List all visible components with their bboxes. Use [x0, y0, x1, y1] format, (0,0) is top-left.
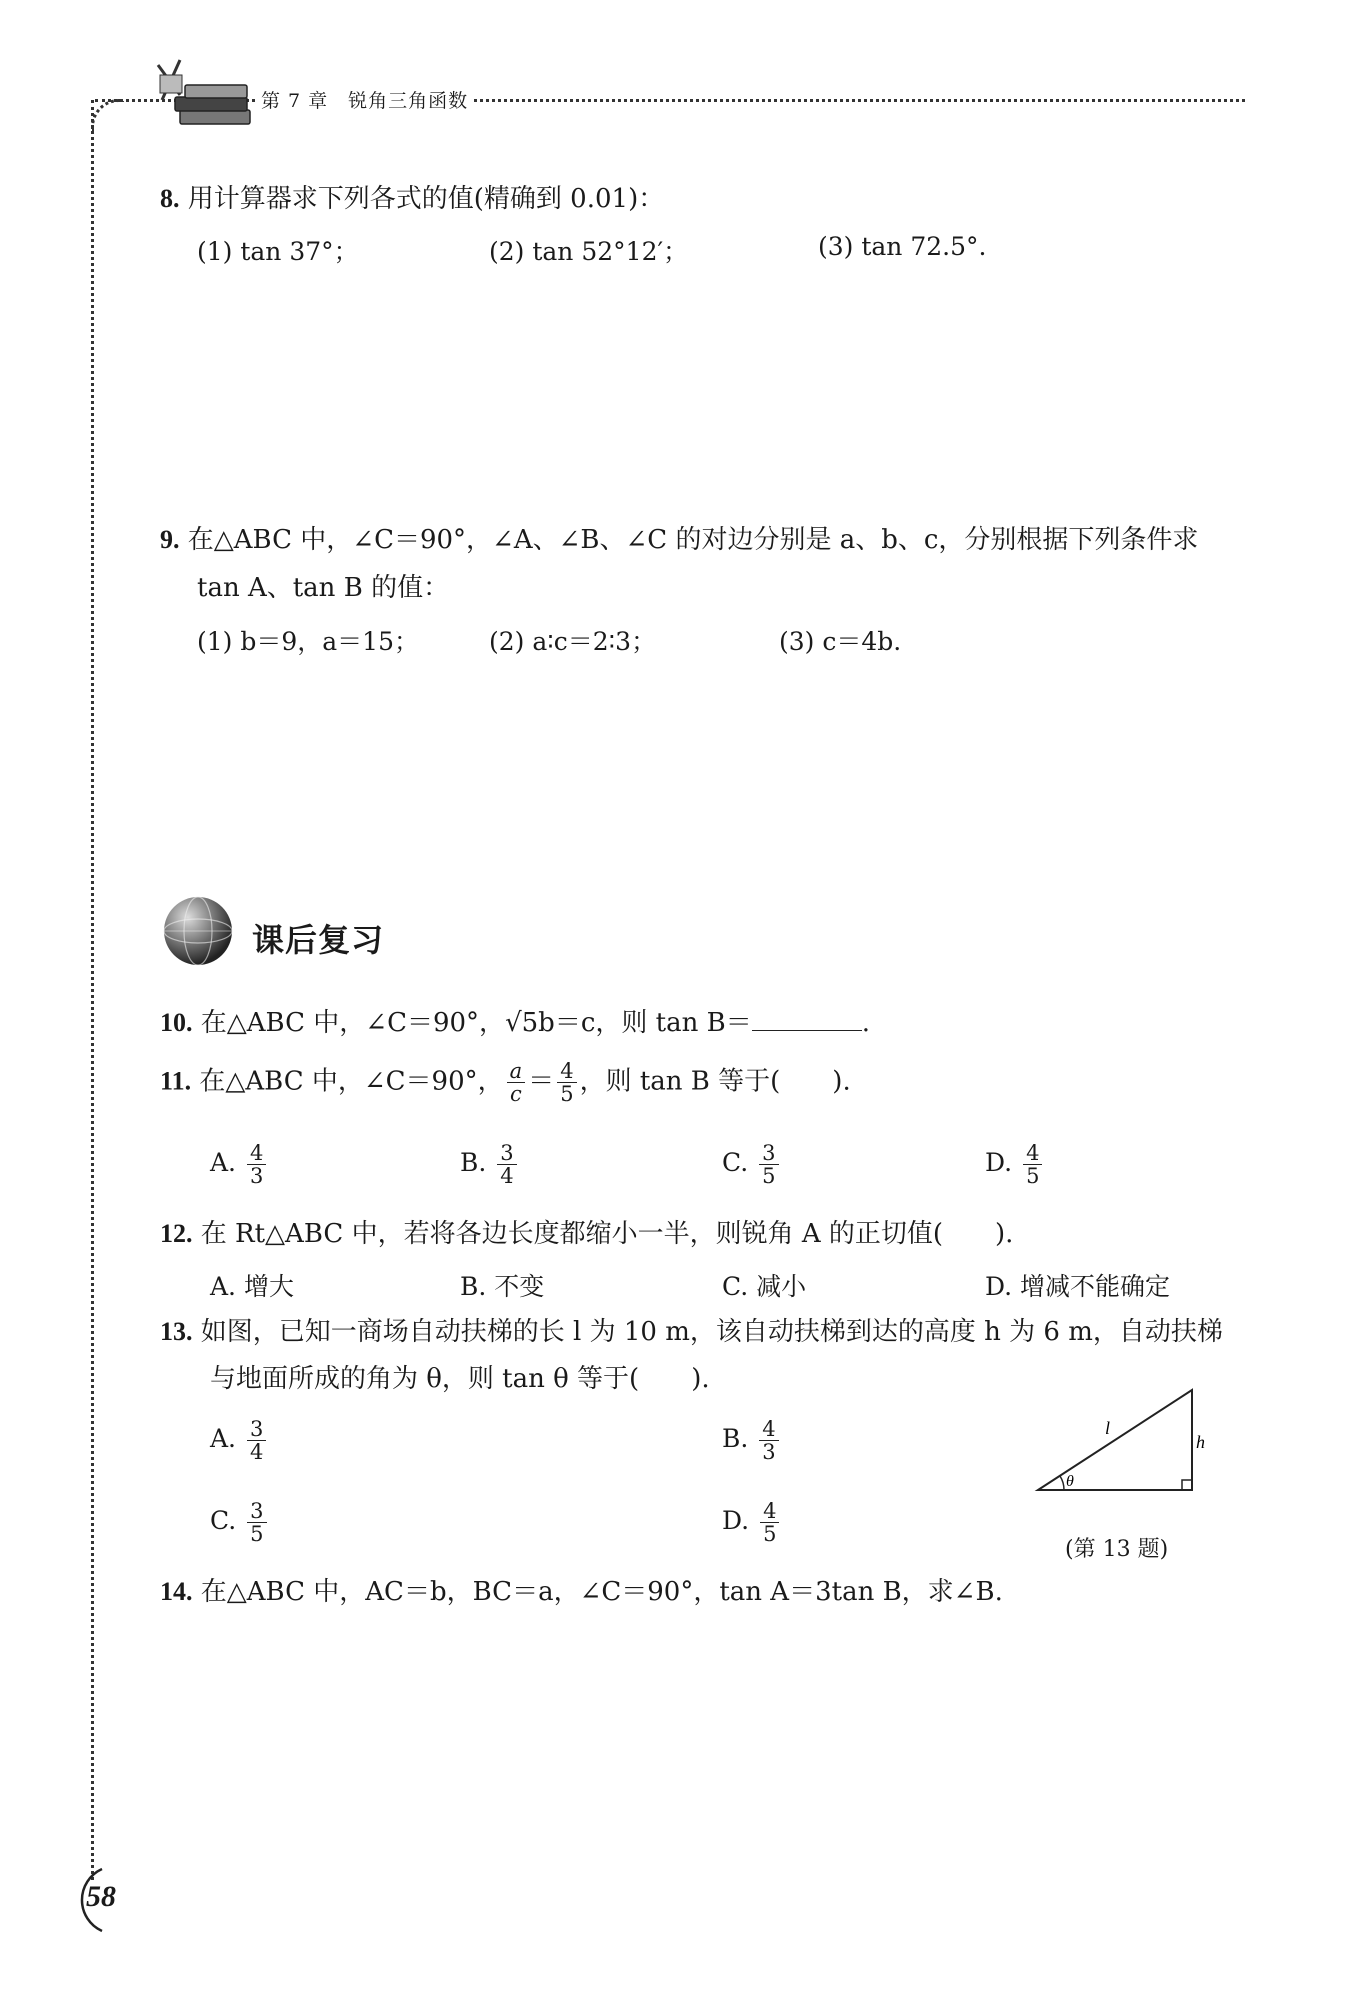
question-number: 8. [160, 184, 180, 213]
q12-option-b[interactable]: B. 不变 [460, 1272, 545, 1301]
label-h: h [1196, 1432, 1205, 1452]
chapter-header: 第 7 章 锐角三角函数 [255, 86, 474, 113]
question-number: 12. [160, 1219, 193, 1248]
question-number: 13. [160, 1317, 193, 1346]
question-text-a: 在△ABC 中，∠C＝90°， [199, 1066, 504, 1097]
q9-option-1: (1) b＝9，a＝15； [197, 627, 419, 656]
question-text-a: 在△ABC 中，∠C＝90°， [200, 1008, 506, 1038]
page-number: 58 [86, 1880, 116, 1913]
fraction-4-over-5: $\frac{4}{5}$ [557, 1060, 576, 1105]
question-text: 在 Rt△ABC 中，若将各边长度都缩小一半，则锐角 A 的正切值( ). [200, 1219, 1014, 1249]
q9-option-2: (2) a∶c＝2∶3； [489, 627, 657, 656]
question-10 [160, 1006, 870, 1039]
figure-caption: (第 13 题) [1065, 1537, 1169, 1562]
question-number: 10. [160, 1008, 193, 1037]
question-text: 在△ABC 中，AC＝b，BC＝a，∠C＝90°，tan A＝3tan B，求∠B. [200, 1577, 1003, 1607]
question-text-c: . [861, 1008, 870, 1038]
q13-option-d[interactable]: D. $\frac{4}{5}$ [722, 1500, 782, 1545]
q8-option-3: (3) tan 72.5°. [818, 232, 987, 261]
fraction-a-over-c: $\frac{a}{c}$ [507, 1060, 526, 1105]
q13-option-a[interactable]: A. $\frac{3}{4}$ [210, 1418, 269, 1463]
q13-option-b[interactable]: B. $\frac{4}{3}$ [722, 1418, 782, 1463]
q11-option-c[interactable]: C. $\frac{3}{5}$ [722, 1142, 782, 1187]
globe-icon [160, 893, 236, 969]
q11-option-a[interactable]: A. $\frac{4}{3}$ [210, 1142, 269, 1187]
q9-option-3: (3) c＝4b. [779, 627, 902, 656]
question-9 [160, 524, 1198, 556]
equals-sign: ＝ [528, 1066, 555, 1097]
question-text-b: b＝c，则 tan B＝ [538, 1008, 752, 1038]
left-margin-dotted-line [91, 100, 94, 1880]
sqrt-expression: √5 [505, 1008, 539, 1038]
q12-option-d[interactable]: D. 增减不能确定 [985, 1272, 1171, 1301]
question-13-line2: 与地面所成的角为 θ，则 tan θ 等于( ). [210, 1364, 710, 1394]
label-l: l [1105, 1418, 1111, 1438]
frame-corner [91, 99, 124, 132]
question-text: 用计算器求下列各式的值(精确到 0.01)： [187, 184, 665, 214]
answer-blank[interactable] [752, 1006, 862, 1031]
question-12 [160, 1218, 1013, 1250]
question-8 [160, 183, 664, 215]
question-13 [160, 1316, 1223, 1348]
question-11 [160, 1060, 851, 1105]
escalator-triangle-figure [1030, 1380, 1210, 1500]
q11-option-d[interactable]: D. $\frac{4}{5}$ [985, 1142, 1045, 1187]
question-text-line1: 在△ABC 中，∠C＝90°，∠A、∠B、∠C 的对边分别是 a、b、c，分别根据下列条件求 [187, 525, 1199, 555]
q12-option-a[interactable]: A. 增大 [210, 1272, 294, 1301]
question-14 [160, 1576, 1003, 1608]
question-number: 11. [160, 1066, 192, 1096]
q8-option-2: (2) tan 52°12′； [489, 237, 689, 266]
question-number: 14. [160, 1577, 193, 1606]
question-number: 9. [160, 525, 180, 554]
question-9-line2: tan A、tan B 的值： [197, 573, 450, 603]
question-text-b: ，则 tan B 等于( ). [579, 1066, 851, 1097]
question-text-line1: 如图，已知一商场自动扶梯的长 l 为 10 m，该自动扶梯到达的高度 h 为 6 m，自动扶梯 [200, 1317, 1223, 1347]
q12-option-c[interactable]: C. 减小 [722, 1272, 807, 1301]
q11-option-b[interactable]: B. $\frac{3}{4}$ [460, 1142, 520, 1187]
q13-option-c[interactable]: C. $\frac{3}{5}$ [210, 1500, 270, 1545]
label-theta: θ [1066, 1473, 1074, 1490]
q8-option-1: (1) tan 37°； [197, 237, 359, 266]
section-title: 课后复习 [252, 921, 385, 959]
books-logo-icon [150, 55, 260, 145]
